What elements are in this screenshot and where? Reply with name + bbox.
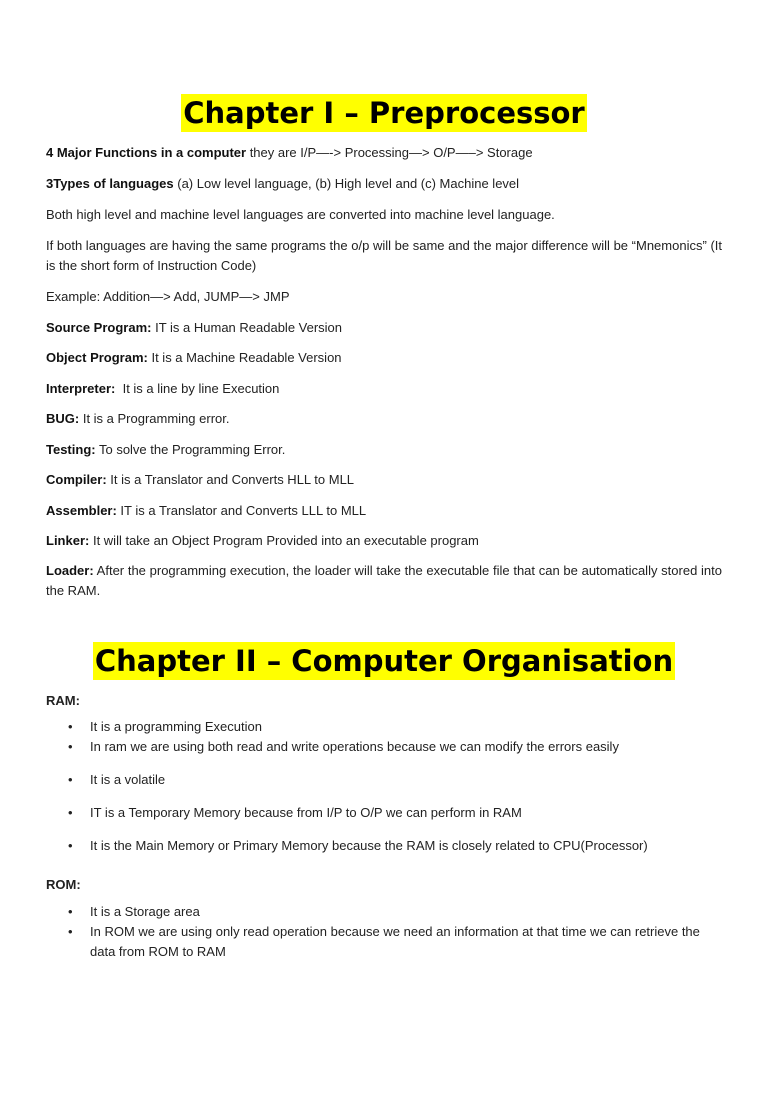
list-item: • It is a Storage area [46,902,722,922]
para-mnemonics: If both languages are having the same programs the o/p will be same and the major difference will be “Mnemonics” (It is the short form of Instruction Code) [46,238,722,273]
ram-list [46,717,722,856]
para-language-types: 3Types of languages (a) Low level language, (b) High level and (c) Machine level [46,176,520,191]
rom-label: ROM: [46,877,81,892]
para-object-program: Object Program: It is a Machine Readable Version [46,350,342,365]
document-page [0,94,768,1118]
para-example: Example: Addition—> Add, JUMP—> JMP [46,289,290,304]
list-item: • It is the Main Memory or Primary Memory because the RAM is closely related to CPU(Processor) [46,836,722,856]
chapter2-heading: Chapter II – Computer Organisation [94,644,674,678]
para-loader: Loader: After the programming execution, the loader will take the executable file that can be automatically stored into the RAM. [46,563,722,598]
para-bug: BUG: It is a Programming error. [46,411,230,426]
rom-list [46,902,722,962]
ram-label: RAM: [46,693,80,708]
para-conversion: Both high level and machine level languages are converted into machine level language. [46,207,555,222]
bullet-icon: • [68,924,73,939]
bullet-icon: • [68,904,73,919]
bullet-icon: • [68,739,73,754]
chapter1-body [0,143,768,601]
para-linker: Linker: It will take an Object Program Provided into an executable program [46,533,479,548]
para-testing: Testing: To solve the Programming Error. [46,442,286,457]
list-item: • It is a programming Execution [46,717,722,737]
list-item: • In ROM we are using only read operation because we need an information at that time we can retrieve the data from ROM to RAM [68,924,700,959]
bullet-icon: • [68,772,73,787]
para-compiler: Compiler: It is a Translator and Converts HLL to MLL [46,472,355,487]
list-item: • IT is a Temporary Memory because from I/P to O/P we can perform in RAM [46,803,722,823]
chapter1-heading: Chapter I – Preprocessor [183,96,585,130]
chapter2-body [0,691,768,962]
para-interpreter: Interpreter: It is a line by line Execution [46,381,280,396]
list-item: • In ram we are using both read and write operations because we can modify the errors easily [46,737,722,757]
bullet-icon: • [68,838,73,853]
para-source-program: Source Program: IT is a Human Readable Version [46,320,343,335]
bullet-icon: • [68,805,73,820]
chapter2-heading-wrap [0,642,768,680]
para-assembler: Assembler: IT is a Translator and Converts LLL to MLL [46,503,367,518]
list-item: • It is a volatile [46,770,722,790]
chapter1-heading-wrap [0,94,768,132]
para-major-functions: 4 Major Functions in a computer they are I/P—-> Processing—> O/P—–> Storage [46,145,533,160]
bullet-icon: • [68,719,73,734]
